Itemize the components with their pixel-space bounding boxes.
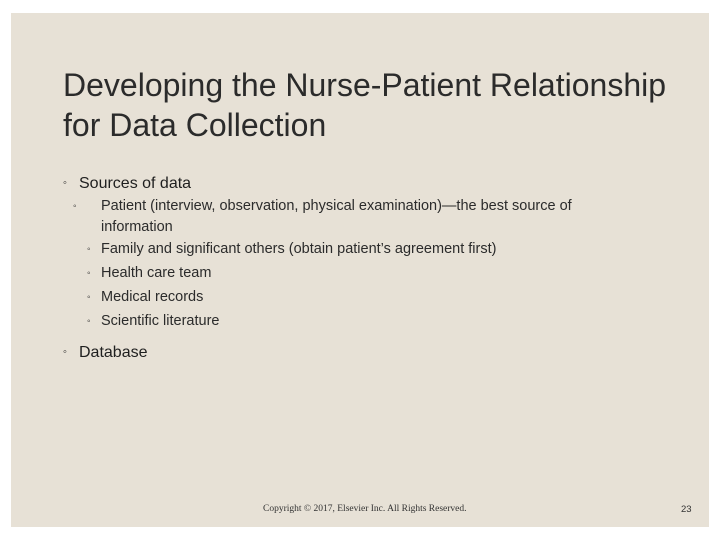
bullet-item-sources (63, 173, 191, 194)
bullet-marker: ◦ (87, 244, 91, 255)
slide-title: Developing the Nurse-Patient Relationship for Data Collection (63, 67, 667, 143)
slide (11, 13, 709, 527)
bullet-marker: ◦ (73, 201, 77, 212)
sub-bullet-item (87, 239, 647, 260)
sub-bullet-label: Scientific literature (101, 313, 220, 329)
sub-bullet-item (87, 311, 647, 332)
sub-bullet-label: Patient (interview, observation, physical examination)—the best source of information (101, 198, 572, 235)
bullet-marker: ◦ (63, 177, 67, 189)
sub-bullet-item (87, 263, 647, 284)
bullet-label: Sources of data (79, 175, 192, 192)
bullet-label: Database (79, 344, 148, 361)
copyright-footer: Copyright © 2017, Elsevier Inc. All Rights Reserved. (263, 504, 467, 514)
bullet-marker: ◦ (63, 346, 67, 358)
bullet-marker: ◦ (87, 316, 91, 327)
sub-bullet-item (73, 196, 647, 237)
sub-bullet-label: Family and significant others (obtain patient’s agreement first) (101, 241, 497, 257)
page-number: 23 (681, 504, 692, 515)
sub-bullet-item (87, 287, 647, 308)
sub-bullet-label: Health care team (101, 265, 212, 281)
bullet-item-database (63, 342, 148, 363)
sub-bullet-label: Medical records (101, 289, 204, 305)
bullet-marker: ◦ (87, 292, 91, 303)
bullet-marker: ◦ (87, 268, 91, 279)
